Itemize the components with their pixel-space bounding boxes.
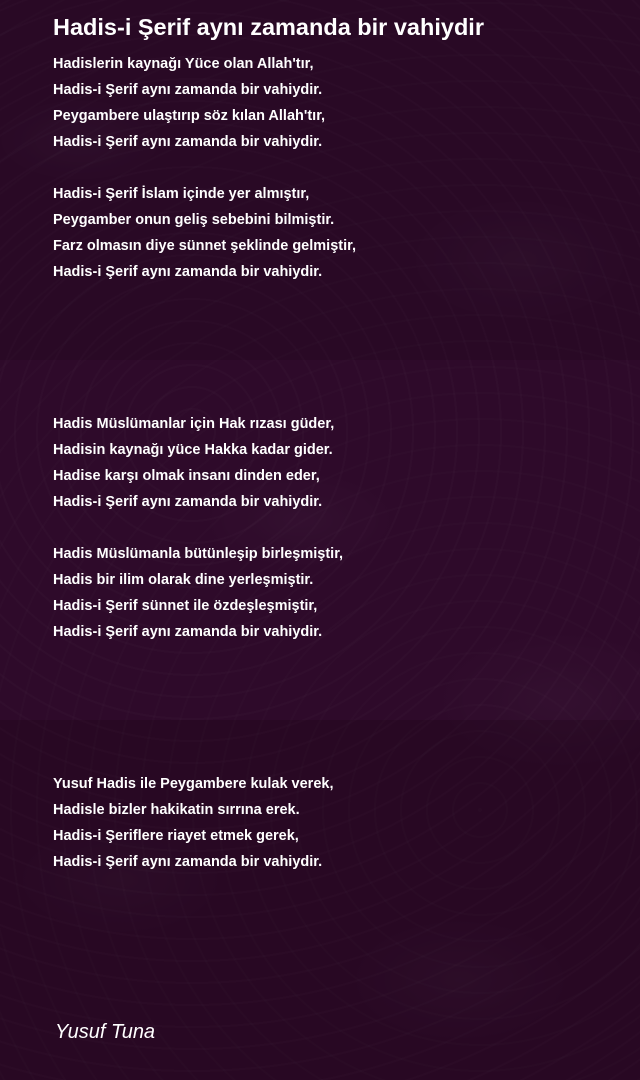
stanza-4 — [53, 541, 343, 645]
poem-line: Hadis-i Şerif aynı zamanda bir vahiydir. — [53, 134, 323, 150]
poem-line: Hadis-i Şerif aynı zamanda bir vahiydir. — [53, 82, 323, 98]
poem-line: Hadislerin kaynağı Yüce olan Allah'tır, — [53, 56, 314, 72]
poem-line: Hadis-i Şerif İslam içinde yer almıştır, — [53, 186, 310, 202]
poem-line: Hadis-i Şerif aynı zamanda bir vahiydir. — [53, 494, 323, 510]
poem-line: Hadis Müslümanlar için Hak rızası güder, — [53, 416, 335, 432]
poem-line: Yusuf Hadis ile Peygambere kulak verek, — [53, 776, 334, 792]
poem-line: Hadis bir ilim olarak dine yerleşmiştir. — [53, 572, 314, 588]
poem-line: Hadis Müslümanla bütünleşip birleşmiştir, — [53, 546, 344, 562]
stanza-5 — [53, 771, 333, 875]
poem-line: Peygambere ulaştırıp söz kılan Allah'tır, — [53, 108, 326, 124]
poem-line: Hadise karşı olmak insanı dinden eder, — [53, 468, 320, 484]
poem-line: Hadis-i Şerif sünnet ile özdeşleşmiştir, — [53, 598, 318, 614]
poem-line: Hadis-i Şeriflere riayet etmek gerek, — [53, 828, 299, 844]
poem-line: Hadisle bizler hakikatin sırrına erek. — [53, 802, 300, 818]
poem-line: Hadis-i Şerif aynı zamanda bir vahiydir. — [53, 264, 323, 280]
stanza-3 — [53, 411, 334, 515]
stanza-1 — [53, 51, 325, 155]
poem-line: Hadisin kaynağı yüce Hakka kadar gider. — [53, 442, 333, 458]
stanza-2 — [53, 181, 356, 285]
poem-line: Hadis-i Şerif aynı zamanda bir vahiydir. — [53, 854, 323, 870]
poem-line: Peygamber onun geliş sebebini bilmiştir. — [53, 212, 335, 228]
poem-title: Hadis-i Şerif aynı zamanda bir vahiydir — [53, 14, 484, 40]
poem-author: Yusuf Tuna — [55, 1021, 156, 1043]
poem-line: Hadis-i Şerif aynı zamanda bir vahiydir. — [53, 624, 323, 640]
poem-line: Farz olmasın diye sünnet şeklinde gelmiştir, — [53, 238, 356, 254]
